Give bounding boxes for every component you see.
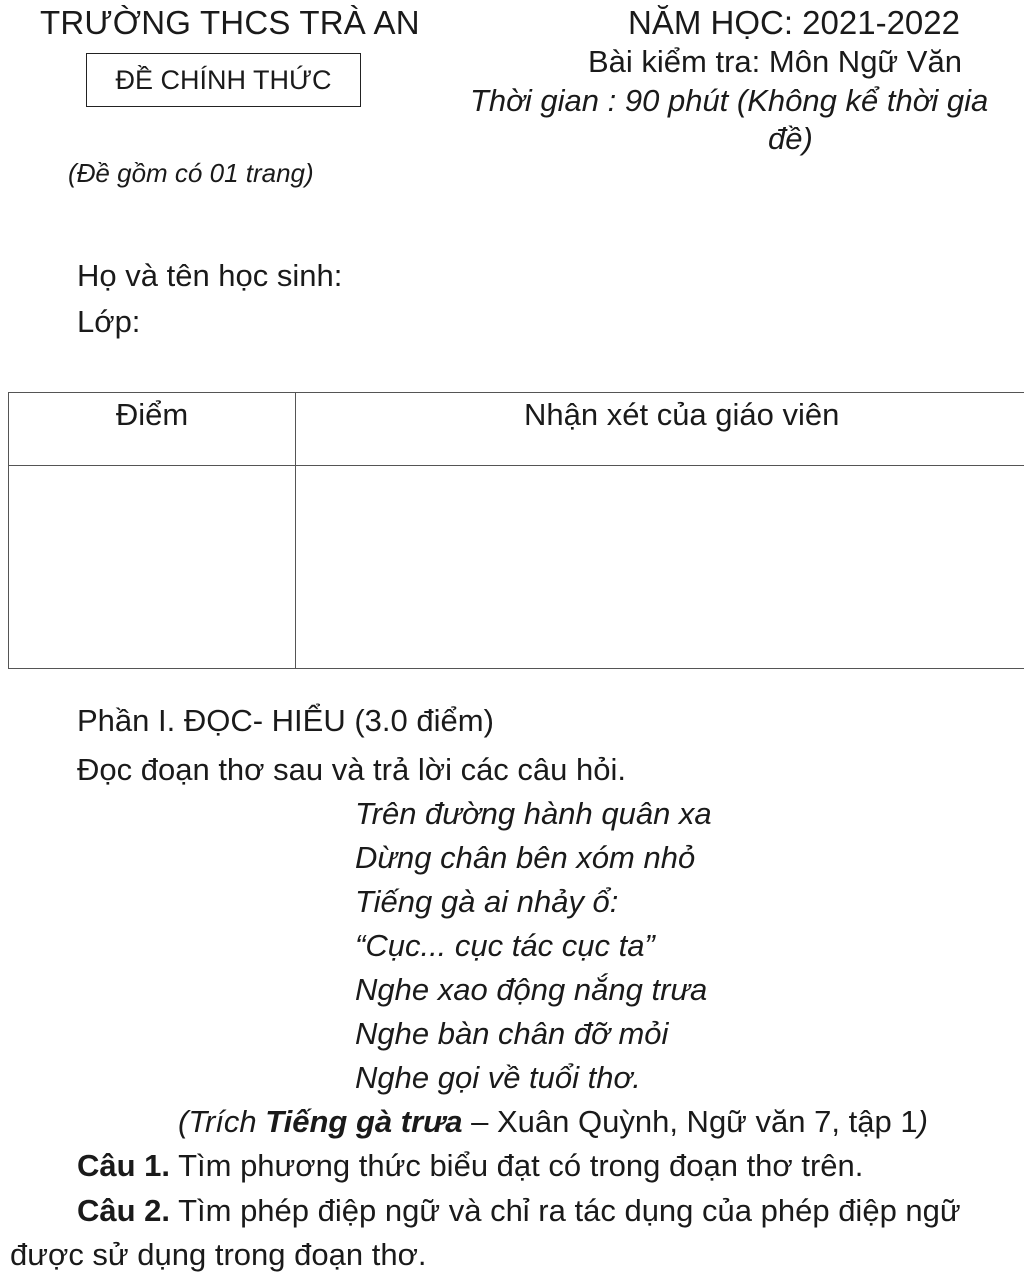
teacher-comment-cell[interactable] xyxy=(296,466,1024,669)
citation-open: (Trích xyxy=(178,1104,266,1139)
citation-work-title: Tiếng gà trưa xyxy=(265,1104,463,1139)
citation-close: ) xyxy=(917,1104,928,1139)
score-cell[interactable] xyxy=(9,466,296,669)
question-text: Tìm phương thức biểu đạt có trong đoạn thơ trên. xyxy=(170,1148,864,1183)
question-number: Câu 1. xyxy=(77,1148,171,1183)
class-label: Lớp: xyxy=(77,304,141,339)
student-name-label: Họ và tên học sinh: xyxy=(77,258,343,293)
poem-line: Trên đường hành quân xa xyxy=(355,796,712,831)
official-exam-label: ĐỀ CHÍNH THỨC xyxy=(115,64,332,95)
grade-table-body-row xyxy=(9,466,1024,669)
poem-line: Nghe gọi về tuổi thơ. xyxy=(355,1060,641,1095)
poem-line: Dừng chân bên xóm nhỏ xyxy=(355,840,696,875)
school-year: NĂM HỌC: 2021-2022 xyxy=(628,4,960,41)
poem-line: Tiếng gà ai nhảy ổ: xyxy=(355,884,619,919)
question-text: Tìm phép điệp ngữ và chỉ ra tác dụng của phép điệp ngữ xyxy=(170,1193,961,1228)
question-1 xyxy=(77,1148,863,1184)
score-header: Điểm xyxy=(9,393,296,466)
citation-source: – Xuân Quỳnh, Ngữ văn 7, tập 1 xyxy=(462,1104,918,1139)
question-2 xyxy=(77,1193,961,1229)
exam-duration-continued: đề) xyxy=(768,121,813,156)
exam-duration: Thời gian : 90 phút (Không kể thời gia xyxy=(470,83,989,118)
question-2-continued: được sử dụng trong đoạn thơ. xyxy=(10,1237,427,1272)
reading-instruction: Đọc đoạn thơ sau và trả lời các câu hỏi. xyxy=(77,752,626,787)
grade-table-header-row xyxy=(9,393,1024,466)
page-count-note: (Đề gồm có 01 trang) xyxy=(68,158,314,188)
grade-table xyxy=(8,392,1024,669)
question-number: Câu 2. xyxy=(77,1193,171,1228)
section-title xyxy=(77,703,494,739)
poem-line: “Cục... cục tác cục ta” xyxy=(355,928,655,963)
exam-subject: Bài kiểm tra: Môn Ngữ Văn xyxy=(588,44,962,79)
poem-line: Nghe bàn chân đỡ mỏi xyxy=(355,1016,669,1051)
poem-line: Nghe xao động nắng trưa xyxy=(355,972,708,1007)
school-name: TRƯỜNG THCS TRÀ AN xyxy=(40,4,420,41)
poem-citation xyxy=(178,1104,928,1140)
official-exam-box xyxy=(86,53,361,107)
section-title-text: Phần I. ĐỌC- HIỂU (3.0 điểm) xyxy=(77,703,494,738)
teacher-comment-header: Nhận xét của giáo viên xyxy=(296,393,1024,466)
